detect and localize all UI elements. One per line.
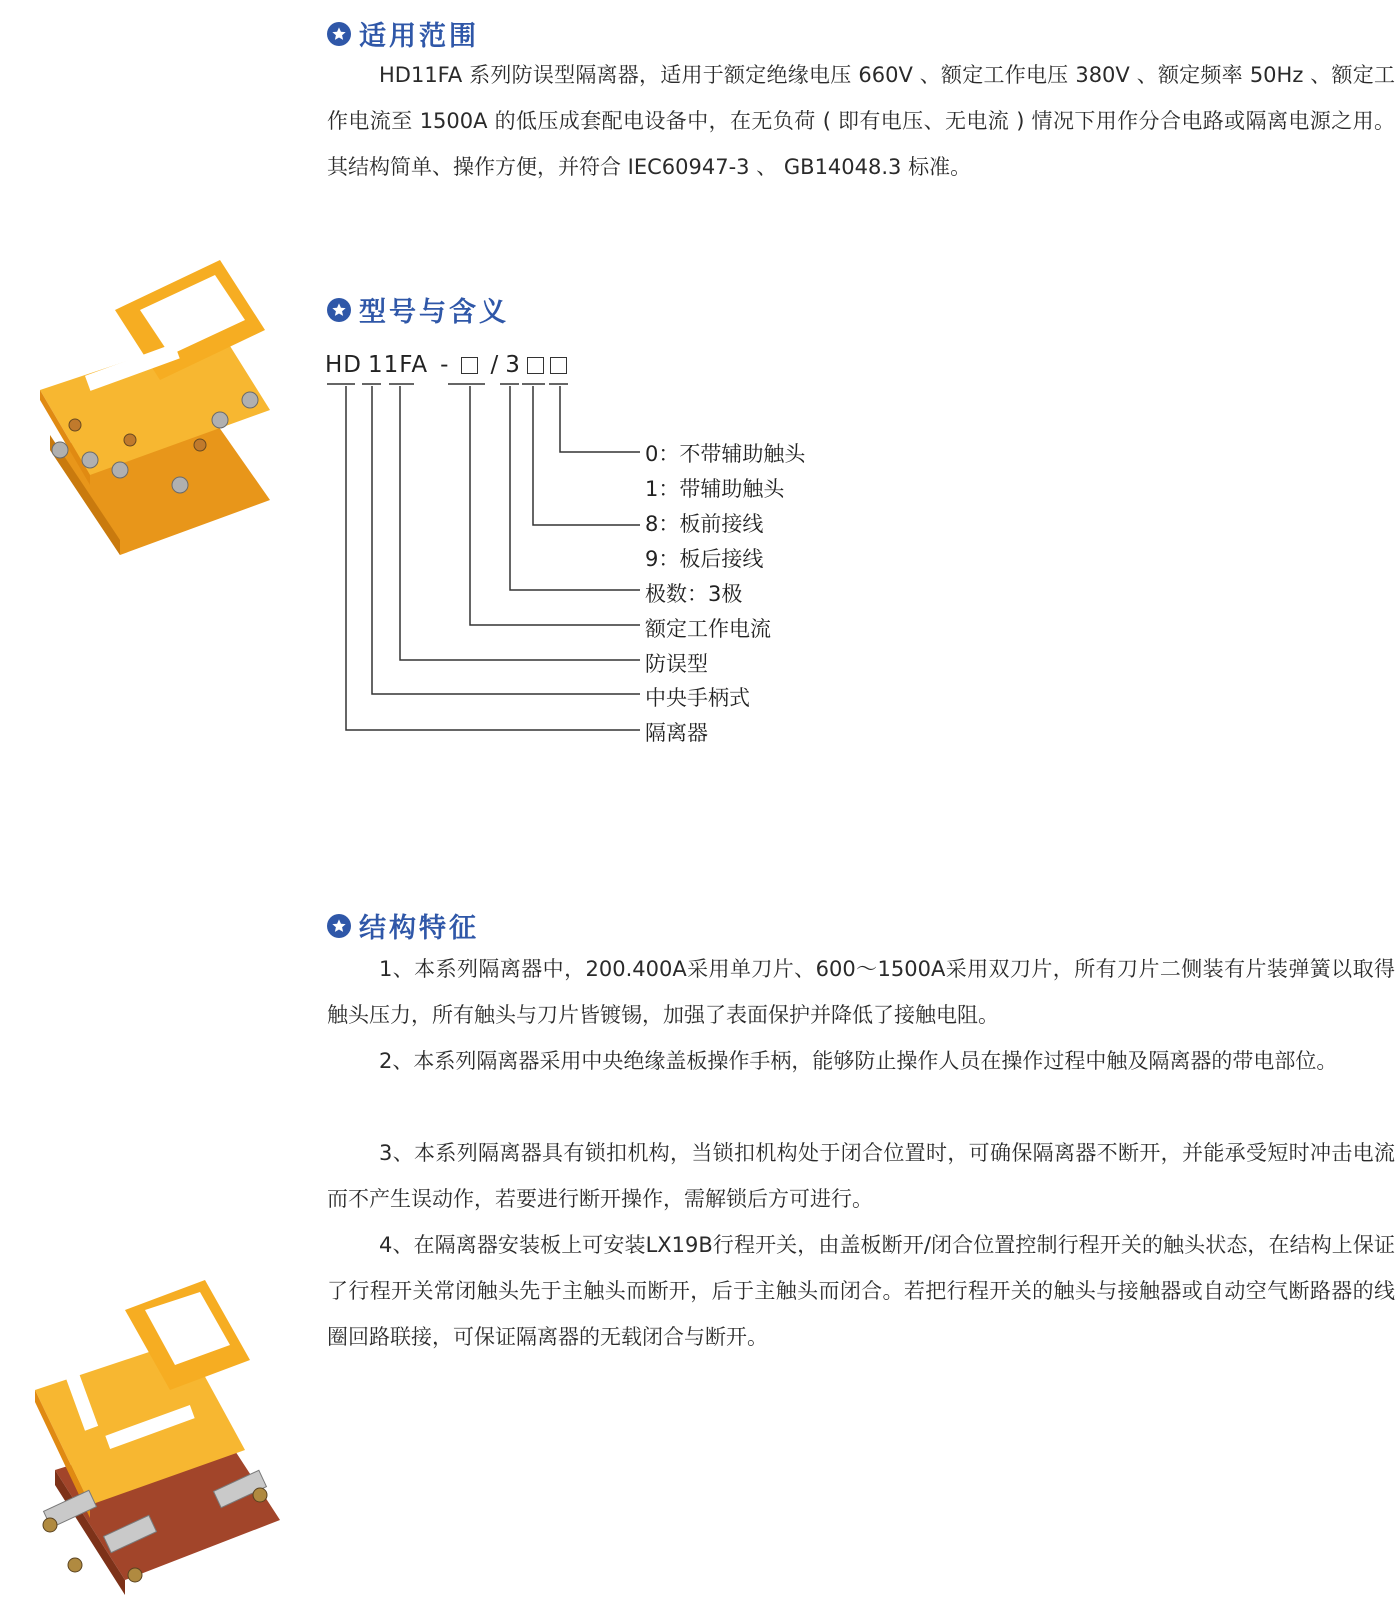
leader-aux-contact xyxy=(560,386,640,452)
product-image-isolator-bottom xyxy=(15,1280,285,1600)
legend-item: 8：板前接线 xyxy=(645,512,764,536)
leader-wiring xyxy=(533,386,640,525)
leader-central-handle xyxy=(372,386,640,694)
leader-rated-current xyxy=(470,386,640,625)
code-dash: - xyxy=(440,352,450,378)
legend-item: 额定工作电流 xyxy=(645,617,771,641)
legend-item: 0：不带辅助触头 xyxy=(645,442,806,466)
legend-item: 隔离器 xyxy=(645,721,708,745)
section-title-model: 型号与含义 xyxy=(359,297,509,328)
leader-anti-misoperation xyxy=(400,386,640,660)
legend-item: 1：带辅助触头 xyxy=(645,477,785,501)
leader-isolator xyxy=(346,386,640,730)
legend-item: 9：板后接线 xyxy=(645,547,764,571)
code-poles: 3 xyxy=(505,352,521,378)
legend-item: 防误型 xyxy=(645,652,708,676)
structure-item: 3、本系列隔离器具有锁扣机构，当锁扣机构处于闭合位置时，可确保隔离器不断开，并能承受短时冲击电流而不产生误动作，若要进行断开操作，需解锁后方可进行。 xyxy=(327,1141,1395,1211)
section-title-structure: 结构特征 xyxy=(359,913,479,944)
code-prefix-hd: HD xyxy=(325,352,363,378)
code-slash: / xyxy=(490,352,500,378)
structure-item: 1、本系列隔离器中，200.400A采用单刀片、600～1500A采用双刀片，所有刀片二侧装有片装弹簧以取得触头压力，所有触头与刀片皆镀锡，加强了表面保护并降低了接触电阻。 xyxy=(327,957,1395,1027)
structure-item: 2、本系列隔离器采用中央绝缘盖板操作手柄，能够防止操作人员在操作过程中触及隔离器的带电部位。 xyxy=(379,1049,1338,1073)
legend-item: 中央手柄式 xyxy=(645,686,750,710)
scope-paragraph: HD11FA 系列防误型隔离器，适用于额定绝缘电压 660V 、额定工作电压 380V 、额定频率 50Hz 、额定工作电流至 1500A 的低压成套配电设备中，在无负荷 ( 即有电压、无电流 ) 情况下用作分合电路或隔离电源之用。其结构简单、操作方便，并符合 IEC60947-3 、 GB14048.3 标准。 xyxy=(327,63,1395,179)
section-title-scope: 适用范围 xyxy=(359,21,479,52)
product-image-isolator-top xyxy=(20,250,280,560)
code-number: 11FA xyxy=(368,352,429,378)
star-circle-icon xyxy=(327,914,351,938)
section-header-structure xyxy=(327,906,479,945)
leader-poles xyxy=(510,386,640,590)
legend-item: 极数：3极 xyxy=(645,582,743,606)
structure-item: 4、在隔离器安装板上可安装LX19B行程开关，由盖板断开/闭合位置控制行程开关的触头状态，在结构上保证了行程开关常闭触头先于主触头而断开，后于主触头而闭合。若把行程开关的触头与接触器或自动空气断路器的线圈回路联接，可保证隔离器的无载闭合与断开。 xyxy=(327,1233,1395,1349)
